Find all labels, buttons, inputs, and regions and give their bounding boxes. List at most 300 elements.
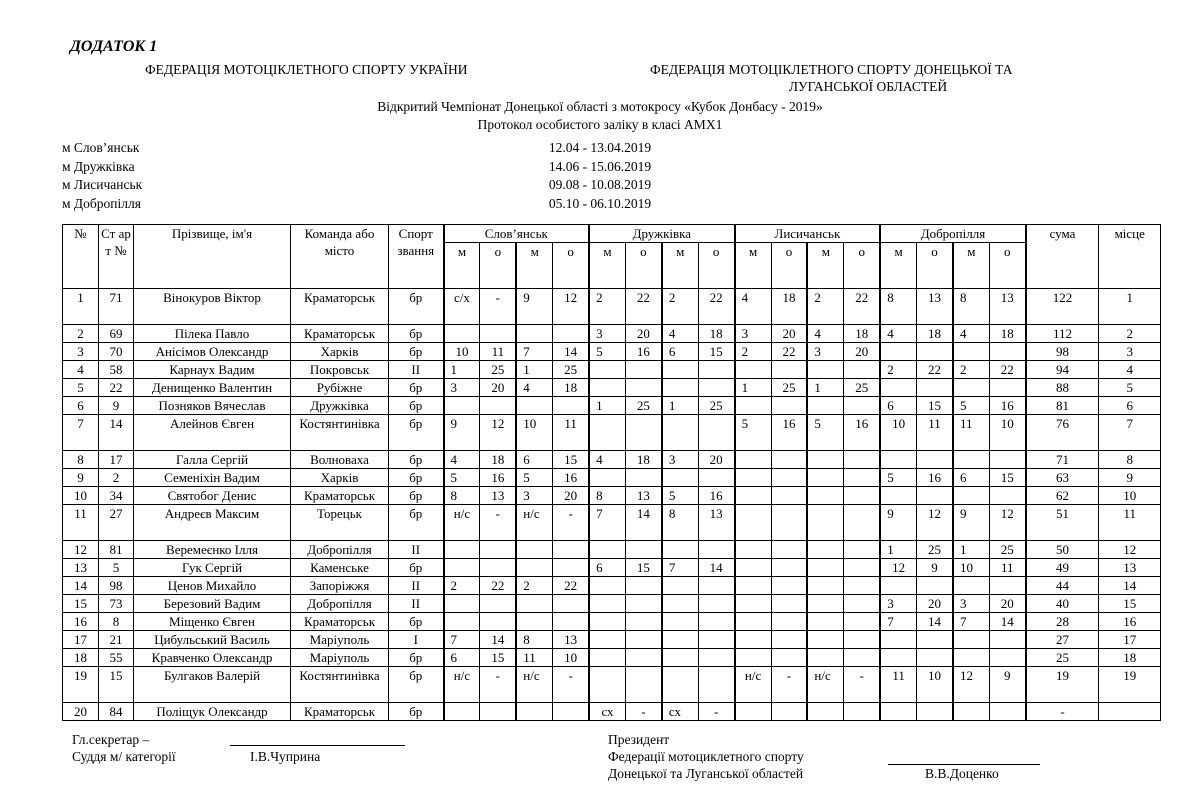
cell-score [771, 595, 807, 613]
cell-score: 4 [662, 325, 698, 343]
table-row [63, 595, 1161, 613]
table-row [63, 325, 1161, 343]
cell-name: Карнаух Вадим [134, 361, 291, 379]
president-org-line2: Донецької та Луганської областей [608, 766, 804, 781]
cell-score [844, 559, 880, 577]
cell-score [917, 343, 953, 361]
cell-score: 18 [989, 325, 1025, 343]
cell-score: 14 [480, 631, 516, 649]
cell-team: Запоріжжя [291, 577, 389, 595]
cell-num: 18 [63, 649, 99, 667]
cell-score: 8 [444, 487, 480, 505]
cell-score: - [771, 667, 807, 703]
cell-score: 5 [516, 469, 552, 487]
cell-score [953, 343, 989, 361]
header-sub: о [917, 243, 953, 289]
cell-score [771, 451, 807, 469]
cell-score: 2 [662, 289, 698, 325]
cell-score [516, 325, 552, 343]
cell-score: 5 [589, 343, 625, 361]
cell-score [844, 595, 880, 613]
cell-score [625, 577, 661, 595]
cell-score: 16 [698, 487, 734, 505]
cell-score: сх [589, 703, 625, 721]
cell-score: 3 [880, 595, 916, 613]
cell-start: 2 [99, 469, 134, 487]
header-sub: о [844, 243, 880, 289]
cell-team: Добропілля [291, 595, 389, 613]
cell-score: 13 [553, 631, 589, 649]
cell-score [735, 397, 771, 415]
cell-score [989, 451, 1025, 469]
cell-score [662, 631, 698, 649]
cell-score [625, 649, 661, 667]
cell-score [444, 559, 480, 577]
cell-score: 14 [917, 613, 953, 631]
cell-score: 16 [917, 469, 953, 487]
cell-score: 15 [917, 397, 953, 415]
cell-name: Поліщук Олександр [134, 703, 291, 721]
table-row [63, 541, 1161, 559]
cell-score [662, 613, 698, 631]
cell-num: 14 [63, 577, 99, 595]
cell-score: 15 [625, 559, 661, 577]
cell-score [917, 379, 953, 397]
cell-sum: 122 [1026, 289, 1099, 325]
cell-score: 12 [880, 559, 916, 577]
cell-score [953, 649, 989, 667]
cell-score: 18 [698, 325, 734, 343]
cell-score [516, 613, 552, 631]
cell-score [844, 613, 880, 631]
cell-score [698, 595, 734, 613]
cell-score: 4 [589, 451, 625, 469]
cell-team: Рубіжне [291, 379, 389, 397]
cell-score [917, 631, 953, 649]
cell-score [807, 703, 843, 721]
cell-score: 7 [444, 631, 480, 649]
cell-score: 2 [735, 343, 771, 361]
cell-score [735, 487, 771, 505]
cell-score [844, 451, 880, 469]
cell-score [953, 631, 989, 649]
cell-start: 55 [99, 649, 134, 667]
cell-score [989, 703, 1025, 721]
cell-score [844, 703, 880, 721]
cell-score: сх [662, 703, 698, 721]
cell-start: 73 [99, 595, 134, 613]
president-name: В.В.Доценко [925, 766, 999, 781]
stage-city: м Дружківка [62, 158, 135, 174]
cell-score [807, 451, 843, 469]
cell-place: 9 [1099, 469, 1161, 487]
cell-score: 13 [625, 487, 661, 505]
cell-team: Краматорськ [291, 289, 389, 325]
cell-rank: ІІ [389, 595, 444, 613]
cell-num: 5 [63, 379, 99, 397]
cell-team: Каменське [291, 559, 389, 577]
cell-score: 3 [662, 451, 698, 469]
cell-place [1099, 703, 1161, 721]
cell-place: 2 [1099, 325, 1161, 343]
cell-score: - [844, 667, 880, 703]
cell-sum: 88 [1026, 379, 1099, 397]
table-row [63, 505, 1161, 541]
cell-start: 81 [99, 541, 134, 559]
cell-score: 5 [662, 487, 698, 505]
cell-score: 6 [444, 649, 480, 667]
cell-score [771, 487, 807, 505]
cell-score: 7 [953, 613, 989, 631]
cell-score: 12 [553, 289, 589, 325]
cell-score [662, 595, 698, 613]
cell-score: 25 [989, 541, 1025, 559]
cell-score: 6 [880, 397, 916, 415]
cell-score [625, 541, 661, 559]
cell-score: 4 [880, 325, 916, 343]
cell-score: 9 [880, 505, 916, 541]
cell-num: 20 [63, 703, 99, 721]
header-venue: Слов’янськ [444, 225, 590, 243]
cell-score [917, 451, 953, 469]
cell-score: 15 [698, 343, 734, 361]
cell-score: 20 [844, 343, 880, 361]
cell-score [807, 631, 843, 649]
cell-score [844, 361, 880, 379]
cell-score: 8 [880, 289, 916, 325]
cell-name: Цибульський Василь [134, 631, 291, 649]
cell-score [553, 325, 589, 343]
cell-start: 17 [99, 451, 134, 469]
cell-place: 5 [1099, 379, 1161, 397]
cell-score [516, 559, 552, 577]
cell-start: 8 [99, 613, 134, 631]
cell-name: Галла Сергій [134, 451, 291, 469]
cell-score: 7 [662, 559, 698, 577]
cell-score [625, 667, 661, 703]
judge-label: Суддя м/ категорії [72, 749, 176, 764]
document-title: Відкритий Чемпіонат Донецької області з мотокросу «Кубок Донбасу - 2019» [377, 99, 823, 114]
cell-score [735, 577, 771, 595]
cell-place: 8 [1099, 451, 1161, 469]
cell-num: 1 [63, 289, 99, 325]
cell-score: 1 [662, 397, 698, 415]
cell-score: 16 [989, 397, 1025, 415]
cell-num: 6 [63, 397, 99, 415]
cell-place: 16 [1099, 613, 1161, 631]
cell-name: Святобог Денис [134, 487, 291, 505]
cell-name: Анісімов Олександр [134, 343, 291, 361]
cell-score: 1 [516, 361, 552, 379]
cell-score [735, 505, 771, 541]
cell-score [698, 613, 734, 631]
cell-score: 10 [444, 343, 480, 361]
cell-score [953, 703, 989, 721]
cell-score [516, 595, 552, 613]
cell-rank: бр [389, 559, 444, 577]
cell-team: Торецьк [291, 505, 389, 541]
table-row [63, 577, 1161, 595]
cell-sum: 25 [1026, 649, 1099, 667]
cell-score: 22 [771, 343, 807, 361]
cell-num: 12 [63, 541, 99, 559]
table-row [63, 343, 1161, 361]
cell-sum: 49 [1026, 559, 1099, 577]
federation-regional-line2: ЛУГАНСЬКОЇ ОБЛАСТЕЙ [788, 79, 948, 94]
cell-score [698, 415, 734, 451]
cell-score: 8 [516, 631, 552, 649]
cell-score [589, 667, 625, 703]
cell-score [625, 379, 661, 397]
cell-score [625, 469, 661, 487]
cell-score: 18 [480, 451, 516, 469]
cell-score: 9 [516, 289, 552, 325]
table-row [63, 289, 1161, 325]
cell-score: 22 [844, 289, 880, 325]
cell-score [880, 577, 916, 595]
cell-score [807, 649, 843, 667]
cell-score [444, 325, 480, 343]
cell-place: 18 [1099, 649, 1161, 667]
cell-score [771, 541, 807, 559]
cell-score: 18 [917, 325, 953, 343]
table-row [63, 397, 1161, 415]
cell-start: 58 [99, 361, 134, 379]
cell-sum: 94 [1026, 361, 1099, 379]
cell-score: 11 [480, 343, 516, 361]
cell-score: 4 [444, 451, 480, 469]
cell-score [662, 379, 698, 397]
cell-score [662, 541, 698, 559]
cell-score [880, 649, 916, 667]
cell-score [989, 649, 1025, 667]
cell-num: 16 [63, 613, 99, 631]
cell-score: - [625, 703, 661, 721]
header-place: місце [1099, 225, 1161, 289]
cell-score: 6 [953, 469, 989, 487]
header-sub: м [807, 243, 843, 289]
cell-place: 11 [1099, 505, 1161, 541]
cell-score [589, 595, 625, 613]
president-signature-line [888, 764, 1040, 765]
cell-score [880, 343, 916, 361]
cell-score: 4 [953, 325, 989, 343]
cell-name: Семеніхін Вадим [134, 469, 291, 487]
cell-score: 3 [735, 325, 771, 343]
cell-score [589, 631, 625, 649]
cell-sum: 40 [1026, 595, 1099, 613]
cell-score: 7 [880, 613, 916, 631]
cell-rank: бр [389, 469, 444, 487]
secretary-name: І.В.Чуприна [250, 749, 321, 764]
cell-name: Кравченко Олександр [134, 649, 291, 667]
cell-score [589, 613, 625, 631]
cell-name: Веремеєнко Ілля [134, 541, 291, 559]
cell-start: 21 [99, 631, 134, 649]
cell-score: н/с [807, 667, 843, 703]
cell-score [880, 631, 916, 649]
cell-score: 25 [771, 379, 807, 397]
cell-score [698, 469, 734, 487]
cell-rank: бр [389, 703, 444, 721]
cell-score: 25 [553, 361, 589, 379]
header-sub: м [953, 243, 989, 289]
cell-start: 15 [99, 667, 134, 703]
cell-score [844, 649, 880, 667]
header-sub: м [444, 243, 480, 289]
table-row [63, 649, 1161, 667]
cell-score: 5 [953, 397, 989, 415]
cell-score [771, 577, 807, 595]
cell-score [771, 631, 807, 649]
header-venue: Дружківка [589, 225, 735, 243]
cell-score: 16 [480, 469, 516, 487]
cell-rank: І [389, 631, 444, 649]
appendix-label: ДОДАТОК 1 [70, 38, 158, 55]
cell-score [844, 631, 880, 649]
cell-team: Харків [291, 343, 389, 361]
cell-score [589, 541, 625, 559]
cell-score [444, 613, 480, 631]
cell-score [807, 541, 843, 559]
cell-place: 10 [1099, 487, 1161, 505]
cell-place: 15 [1099, 595, 1161, 613]
cell-score [735, 703, 771, 721]
cell-score [880, 451, 916, 469]
cell-num: 15 [63, 595, 99, 613]
cell-name: Березовий Вадим [134, 595, 291, 613]
cell-rank: бр [389, 667, 444, 703]
cell-score: 6 [516, 451, 552, 469]
cell-score: 18 [625, 451, 661, 469]
cell-score: 12 [953, 667, 989, 703]
stage-dates: 05.10 - 06.10.2019 [548, 195, 652, 211]
cell-num: 11 [63, 505, 99, 541]
cell-score: - [553, 667, 589, 703]
cell-num: 8 [63, 451, 99, 469]
cell-score [553, 541, 589, 559]
cell-sum: 98 [1026, 343, 1099, 361]
header-sub: о [480, 243, 516, 289]
cell-score: 6 [662, 343, 698, 361]
cell-sum: 71 [1026, 451, 1099, 469]
cell-score: 14 [553, 343, 589, 361]
cell-score: 8 [589, 487, 625, 505]
cell-score [844, 541, 880, 559]
cell-score: 9 [917, 559, 953, 577]
secretary-label: Гл.секретар – [72, 732, 150, 747]
header-venue: Добропілля [880, 225, 1026, 243]
cell-score [625, 361, 661, 379]
cell-rank: бр [389, 487, 444, 505]
cell-sum: - [1026, 703, 1099, 721]
table-row [63, 667, 1161, 703]
cell-score: 14 [989, 613, 1025, 631]
cell-score: 1 [735, 379, 771, 397]
cell-score [625, 595, 661, 613]
table-row [63, 379, 1161, 397]
cell-score: 18 [553, 379, 589, 397]
cell-score: 6 [589, 559, 625, 577]
cell-score [480, 397, 516, 415]
cell-score: 20 [698, 451, 734, 469]
cell-score: с/х [444, 289, 480, 325]
cell-team: Маріуполь [291, 649, 389, 667]
federation-regional-line1: ФЕДЕРАЦІЯ МОТОЦІКЛЕТНОГО СПОРТУ ДОНЕЦЬКОЇ ТА [650, 62, 1013, 77]
cell-sum: 50 [1026, 541, 1099, 559]
cell-score [771, 649, 807, 667]
cell-score [480, 595, 516, 613]
cell-score [480, 703, 516, 721]
cell-rank: бр [389, 415, 444, 451]
cell-score: 13 [698, 505, 734, 541]
cell-score [444, 397, 480, 415]
cell-score [698, 667, 734, 703]
table-row [63, 487, 1161, 505]
cell-score: 11 [553, 415, 589, 451]
cell-score [989, 379, 1025, 397]
cell-score: 3 [444, 379, 480, 397]
table-row [63, 451, 1161, 469]
cell-score [553, 559, 589, 577]
cell-rank: бр [389, 613, 444, 631]
cell-name: Денищенко Валентин [134, 379, 291, 397]
cell-team: Краматорськ [291, 703, 389, 721]
cell-rank: бр [389, 649, 444, 667]
cell-name: Позняков Вячеслав [134, 397, 291, 415]
results-table [62, 224, 1161, 721]
cell-score [807, 595, 843, 613]
header-sum: сума [1026, 225, 1099, 289]
cell-score [953, 451, 989, 469]
cell-score [807, 469, 843, 487]
cell-score: 2 [444, 577, 480, 595]
cell-score [771, 613, 807, 631]
cell-score: 10 [553, 649, 589, 667]
table-row [63, 361, 1161, 379]
cell-score [516, 703, 552, 721]
cell-score [771, 469, 807, 487]
cell-name: Андреєв Максим [134, 505, 291, 541]
table-row [63, 703, 1161, 721]
cell-score: 12 [989, 505, 1025, 541]
cell-sum: 27 [1026, 631, 1099, 649]
header-name: Прізвище, ім'я [134, 225, 291, 289]
cell-start: 34 [99, 487, 134, 505]
president-label: Президент [608, 732, 670, 747]
cell-start: 27 [99, 505, 134, 541]
cell-score [735, 541, 771, 559]
cell-score: 1 [880, 541, 916, 559]
cell-score: 10 [989, 415, 1025, 451]
cell-score [771, 397, 807, 415]
cell-rank: бр [389, 343, 444, 361]
cell-rank: бр [389, 289, 444, 325]
cell-score: 25 [480, 361, 516, 379]
cell-score [735, 469, 771, 487]
cell-score: 1 [807, 379, 843, 397]
cell-place: 7 [1099, 415, 1161, 451]
cell-start: 69 [99, 325, 134, 343]
cell-sum: 44 [1026, 577, 1099, 595]
cell-score: 20 [989, 595, 1025, 613]
header-row [63, 225, 1161, 243]
cell-score: 22 [625, 289, 661, 325]
cell-score [516, 397, 552, 415]
cell-place: 14 [1099, 577, 1161, 595]
cell-score [735, 613, 771, 631]
cell-score [589, 649, 625, 667]
